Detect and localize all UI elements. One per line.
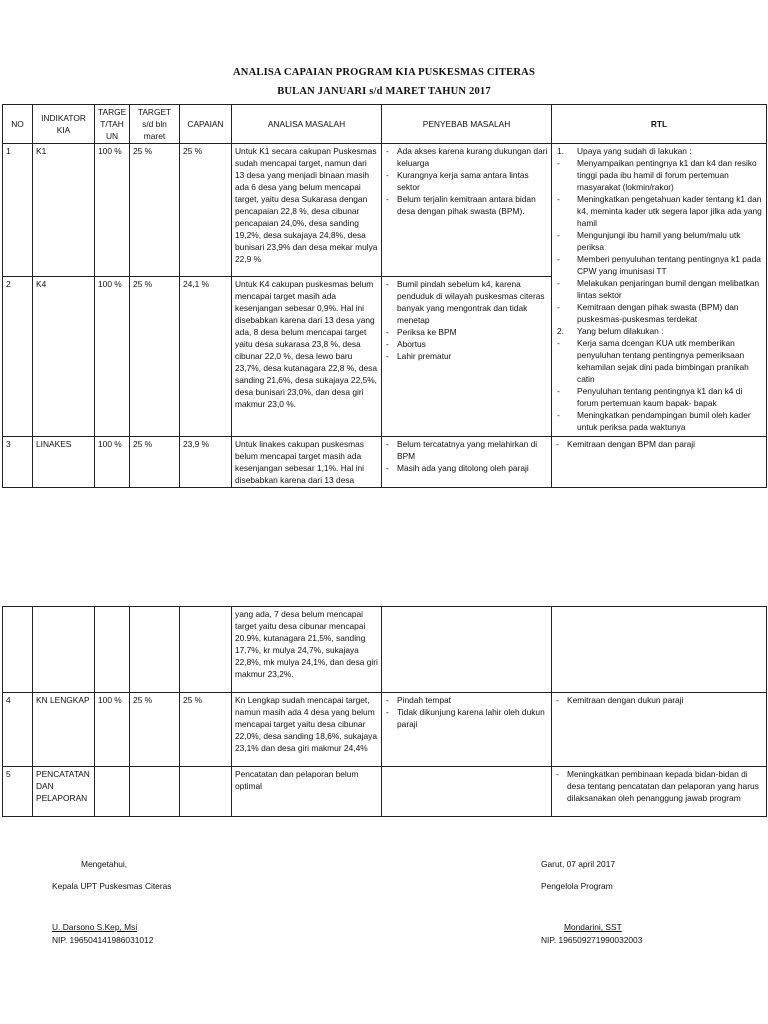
cause-item: - Belum terjalin kemitraan antara bidan desa dengan pihak swasta (BPM). — [385, 193, 548, 217]
signature-left-name: U. Darsono S.Kep, Msi — [52, 922, 138, 932]
row-analisa-continued: yang ada, 7 desa belum mencapai target yaitu desa cibunar mencapai 20.9%, kutanagara 21,5%, sanding 17,7%, kr mulya 24,7%, sukajaya 22,8%, mk mulya 24,1%, dan desa giri makmur 23,2%. — [232, 607, 382, 693]
col-header-analisa: ANALISA MASALAH — [232, 105, 382, 144]
row-analisa: Untuk linakes cakupan puskesmas belum mencapai target masih ada kesenjangan sebesar 1,1%. Hal ini disebabkan karena dari 13 desa — [232, 437, 382, 488]
rtl-item: - Meningkatkan pendampingan bumil oleh kader untuk periksa pada waktunya — [555, 409, 763, 433]
cause-item: - Tidak dikunjung karena lahir oleh dukun paraji — [385, 706, 548, 730]
row-no: 3 — [3, 437, 33, 488]
row-indikator: K4 — [33, 277, 95, 437]
signature-right-name: Mondarini, SST — [564, 922, 622, 932]
analysis-table-continued — [2, 606, 767, 817]
signature-known-label: Mengetahui, — [81, 859, 128, 869]
rtl-item: - Kemitraan dengan dukun paraji — [555, 694, 763, 706]
table-row — [3, 144, 767, 277]
row-penyebab — [382, 144, 552, 277]
row-capaian: 24,1 % — [180, 277, 232, 437]
row-target-bln: 25 % — [130, 144, 180, 277]
row-target-bln: 25 % — [130, 693, 180, 767]
table-row — [3, 767, 767, 817]
cause-item: - Lahir prematur — [385, 350, 548, 362]
row-no: 1 — [3, 144, 33, 277]
row-target-tahun: 100 % — [95, 277, 130, 437]
row-indikator: LINAKES — [33, 437, 95, 488]
rtl-item: - Kemitraan dengan BPM dan paraji — [555, 438, 763, 450]
row-analisa: Kn Lengkap sudah mencapai target, namun masih ada 4 desa yang belum mencapai target yaitu desa cibunar 22,0%, desa sanding 18,6%, sukajaya 23,1% dan desa giri makmur 24,4% — [232, 693, 382, 767]
row-analisa: Untuk K4 cakupan puskesmas belum mencapai target masih ada kesenjangan sebesar 0,9%. Hal ini disebabkan karena dari 13 desa yang ada, 8 desa belum mencapai target yaitu desa sukarasa 23,8 %, desa cibunar 22,0 %, desa lewo baru 23,7%, desa kutanagara 22,8 %, desa sanding 21,6%, desa sukajaya 22,5%, desa bunisari 23,0%, dan desa giri makmur 23,0 %. — [232, 277, 382, 437]
signature-left-role: Kepala UPT Puskesmas Citeras — [52, 881, 172, 891]
row-target-tahun: 100 % — [95, 144, 130, 277]
row-capaian: 25 % — [180, 144, 232, 277]
row-indikator: PENCATATAN DAN PELAPORAN — [33, 767, 95, 817]
col-header-no: NO — [3, 105, 33, 144]
row-analisa: Untuk K1 secara cakupan Puskesmas sudah mencapai target, namun dari 13 desa yang menjadi binaan masih ada 6 desa yang belum mencapai target, yaitu desa Sukarasa dengan pencapaian 22,8 %, desa cibunar pencapaian 24,0%, desa sanding 19,2%, desa sukajaya 24,8%, desa bunisari 23,9% dan desa mekar mulya 22,9 % — [232, 144, 382, 277]
col-header-target-tahun: TARGE T/TAH UN — [95, 105, 130, 144]
row-target-bln: 25 % — [130, 277, 180, 437]
row-no: 5 — [3, 767, 33, 817]
row-target-tahun: 100 % — [95, 437, 130, 488]
col-header-target-bln: TARGET s/d bln maret — [130, 105, 180, 144]
cause-item: - Kurangnya kerja sama antara lintas sektor — [385, 169, 548, 193]
table-row — [3, 693, 767, 767]
row-no: 4 — [3, 693, 33, 767]
cause-item: - Ada akses karena kurang dukungan dari keluarga — [385, 145, 548, 169]
row-capaian — [180, 767, 232, 817]
row-rtl — [552, 693, 767, 767]
row-target-bln — [130, 767, 180, 817]
rtl-item: - Meningkatkan pembinaan kepada bidan-bidan di desa tentang pencatatan dan pelaporan yang harus dilaksanakan oleh penanggung jawab program — [555, 768, 763, 804]
row-indikator: K1 — [33, 144, 95, 277]
cause-item: - Masih ada yang ditolong oleh paraji — [385, 462, 548, 474]
rtl-item: - Menyampaikan pentingnya k1 dan k4 dan resiko tinggi pada ibu hamil di forum pertemuan masyarakat (lokmin/rakor) — [555, 157, 763, 193]
row-penyebab — [382, 693, 552, 767]
col-header-indikator: INDIKATOR KIA — [33, 105, 95, 144]
table-header-row — [3, 105, 767, 144]
row-penyebab — [382, 437, 552, 488]
row-target-tahun — [95, 767, 130, 817]
signature-date: Garut, 07 april 2017 — [541, 859, 616, 869]
row-target-tahun: 100 % — [95, 693, 130, 767]
row-rtl — [552, 437, 767, 488]
row-target-bln: 25 % — [130, 437, 180, 488]
document-title: ANALISA CAPAIAN PROGRAM KIA PUSKESMAS CITERAS — [233, 67, 535, 78]
row-capaian: 25 % — [180, 693, 232, 767]
cause-item: - Belum tercatatnya yang melahirkan di BPM — [385, 438, 548, 462]
row-analisa: Pencatatan dan pelaporan belum optimal — [232, 767, 382, 817]
rtl-item: - Memberi penyuluhan tentang pentingnya k1 pada CPW yang imunisasi TT — [555, 253, 763, 277]
cause-item: - Abortus — [385, 338, 548, 350]
rtl-item: - Meningkatkan pengetahuan kader tentang k1 dan k4, meminta kader utk segera lapor jilka ada yang hamil — [555, 193, 763, 229]
row-indikator: KN LENGKAP — [33, 693, 95, 767]
cause-item: - Pindah tempat — [385, 694, 548, 706]
rtl-merged-cell — [552, 144, 767, 437]
row-penyebab — [382, 277, 552, 437]
rtl-item: - Melakukan penjaringan bumil dengan melibatkan lintas sektor — [555, 277, 763, 301]
row-penyebab — [382, 767, 552, 817]
rtl-item: - Kerja sama dcengan KUA utk memberikan penyuluhan tentang pentingnya pemeriksaan kehamilan sejak dini pada bimbingan pranikah catin — [555, 337, 763, 385]
rtl-item: - Penyuluhan tentang pentingnya k1 dan k4 di forum pertemuan kaum bapak- bapak — [555, 385, 763, 409]
row-rtl — [552, 767, 767, 817]
rtl-item: 1. Upaya yang sudah di lakukan : — [555, 145, 763, 157]
cause-item: - Periksa ke BPM — [385, 326, 548, 338]
signature-right-role: Pengelola Program — [541, 881, 613, 891]
rtl-item: 2. Yang belum dilakukan : — [555, 325, 763, 337]
rtl-item: - Mengunjungi ibu hamil yang belum/malu utk periksa — [555, 229, 763, 253]
row-capaian: 23,9 % — [180, 437, 232, 488]
analysis-table — [2, 104, 767, 488]
document-subtitle: BULAN JANUARI s/d MARET TAHUN 2017 — [277, 86, 491, 97]
rtl-item: - Kemitraan dengan pihak swasta (BPM) dan puskesmas-puskesmas terdekat — [555, 301, 763, 325]
col-header-capaian: CAPAIAN — [180, 105, 232, 144]
signature-right-nip: NIP. 196509271990032003 — [541, 935, 643, 945]
col-header-penyebab: PENYEBAB MASALAH — [382, 105, 552, 144]
table-row — [3, 607, 767, 693]
cause-item: - Bumil pindah sebelum k4, karena penduduk di wilayah puskesmas citeras banyak yang mengontrak dan tidak menetap — [385, 278, 548, 326]
signature-left-nip: NIP. 196504141986031012 — [52, 935, 154, 945]
row-no: 2 — [3, 277, 33, 437]
table-row — [3, 437, 767, 488]
col-header-rtl: RTL — [552, 105, 767, 144]
